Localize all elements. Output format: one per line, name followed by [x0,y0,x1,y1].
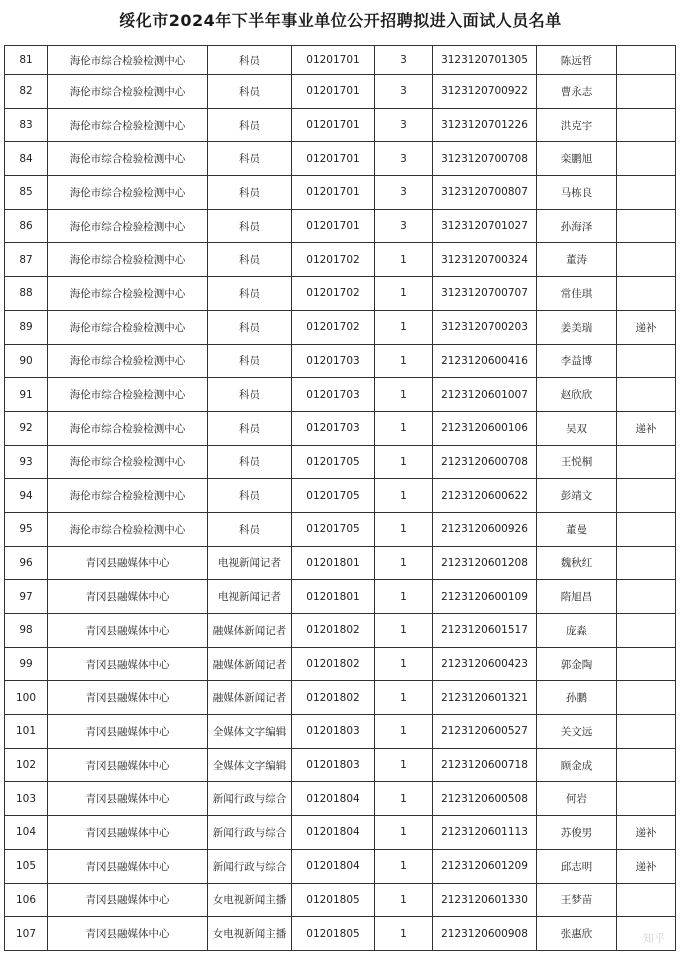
remark-cell [617,512,676,546]
row-index-cell: 106 [5,883,48,917]
hire-count-cell: 1 [375,917,433,951]
candidate-name-cell: 陈远哲 [537,46,617,75]
exam-number-cell: 2123120601321 [433,681,537,715]
exam-number-cell: 2123120600708 [433,445,537,479]
unit-name-cell: 海伦市综合检验检测中心 [48,108,208,142]
table-row [5,344,676,378]
position-name-cell: 科员 [208,176,292,210]
exam-number-cell: 2123120600908 [433,917,537,951]
unit-name-cell: 海伦市综合检验检测中心 [48,310,208,344]
position-code-cell: 01201802 [292,647,375,681]
unit-name-cell: 海伦市综合检验检测中心 [48,243,208,277]
candidate-name-cell: 邱志明 [537,849,617,883]
candidate-name-cell: 栾鹏旭 [537,142,617,176]
position-name-cell: 科员 [208,378,292,412]
position-code-cell: 01201701 [292,46,375,75]
hire-count-cell: 1 [375,546,433,580]
candidate-name-cell: 庞淼 [537,614,617,648]
hire-count-cell: 3 [375,108,433,142]
exam-number-cell: 3123120700324 [433,243,537,277]
candidate-name-cell: 吴双 [537,411,617,445]
position-code-cell: 01201703 [292,344,375,378]
candidate-name-cell: 董曼 [537,512,617,546]
remark-cell [617,715,676,749]
hire-count-cell: 1 [375,243,433,277]
row-index-cell: 98 [5,614,48,648]
unit-name-cell: 海伦市综合检验检测中心 [48,75,208,109]
table-row [5,849,676,883]
row-index-cell: 83 [5,108,48,142]
unit-name-cell: 青冈县融媒体中心 [48,546,208,580]
candidate-name-cell: 马栋良 [537,176,617,210]
hire-count-cell: 1 [375,782,433,816]
hire-count-cell: 3 [375,142,433,176]
row-index-cell: 86 [5,209,48,243]
table-row [5,310,676,344]
table-row [5,176,676,210]
hire-count-cell: 3 [375,46,433,75]
remark-cell [617,647,676,681]
row-index-cell: 85 [5,176,48,210]
table-row [5,580,676,614]
unit-name-cell: 海伦市综合检验检测中心 [48,512,208,546]
row-index-cell: 95 [5,512,48,546]
exam-number-cell: 2123120600416 [433,344,537,378]
remark-cell [617,883,676,917]
candidate-name-cell: 赵欣欣 [537,378,617,412]
table-row [5,142,676,176]
position-code-cell: 01201702 [292,243,375,277]
hire-count-cell: 1 [375,580,433,614]
candidate-name-cell: 姜美瑞 [537,310,617,344]
row-index-cell: 89 [5,310,48,344]
hire-count-cell: 1 [375,277,433,311]
candidate-name-cell: 洪克宇 [537,108,617,142]
position-name-cell: 新闻行政与综合 [208,849,292,883]
row-index-cell: 104 [5,816,48,850]
unit-name-cell: 海伦市综合检验检测中心 [48,209,208,243]
candidate-name-cell: 隋旭昌 [537,580,617,614]
candidate-name-cell: 彭靖文 [537,479,617,513]
remark-cell [617,917,676,951]
exam-number-cell: 2123120600926 [433,512,537,546]
remark-cell: 递补 [617,411,676,445]
table-row [5,445,676,479]
table-row [5,681,676,715]
page-title: 绥化市2024年下半年事业单位公开招聘拟进入面试人员名单 [119,11,562,30]
exam-number-cell: 3123120700922 [433,75,537,109]
position-name-cell: 科员 [208,479,292,513]
position-name-cell: 科员 [208,142,292,176]
table-body [5,46,676,951]
hire-count-cell: 1 [375,647,433,681]
table-row [5,209,676,243]
table-row [5,748,676,782]
position-code-cell: 01201705 [292,445,375,479]
exam-number-cell: 2123120601113 [433,816,537,850]
remark-cell [617,479,676,513]
row-index-cell: 105 [5,849,48,883]
exam-number-cell: 2123120600508 [433,782,537,816]
unit-name-cell: 海伦市综合检验检测中心 [48,378,208,412]
exam-number-cell: 2123120600106 [433,411,537,445]
unit-name-cell: 青冈县融媒体中心 [48,715,208,749]
exam-number-cell: 2123120601330 [433,883,537,917]
exam-number-cell: 2123120601208 [433,546,537,580]
unit-name-cell: 青冈县融媒体中心 [48,883,208,917]
remark-cell [617,748,676,782]
position-code-cell: 01201701 [292,108,375,142]
candidate-name-cell: 关文远 [537,715,617,749]
position-code-cell: 01201702 [292,310,375,344]
table-row [5,277,676,311]
table-row [5,647,676,681]
remark-cell [617,681,676,715]
hire-count-cell: 1 [375,681,433,715]
position-name-cell: 新闻行政与综合 [208,782,292,816]
remark-cell [617,108,676,142]
exam-number-cell: 2123120600527 [433,715,537,749]
position-code-cell: 01201701 [292,75,375,109]
table-row [5,378,676,412]
position-name-cell: 科员 [208,46,292,75]
candidate-name-cell: 何岩 [537,782,617,816]
candidate-name-cell: 苏俊男 [537,816,617,850]
candidate-name-cell: 董涛 [537,243,617,277]
unit-name-cell: 青冈县融媒体中心 [48,681,208,715]
unit-name-cell: 海伦市综合检验检测中心 [48,411,208,445]
exam-number-cell: 3123120700807 [433,176,537,210]
exam-number-cell: 2123120600718 [433,748,537,782]
row-index-cell: 90 [5,344,48,378]
table-row [5,816,676,850]
position-name-cell: 全媒体文字编辑 [208,748,292,782]
candidate-name-cell: 张惠欣 [537,917,617,951]
exam-number-cell: 3123120700708 [433,142,537,176]
row-index-cell: 92 [5,411,48,445]
candidate-name-cell: 孙鹏 [537,681,617,715]
hire-count-cell: 1 [375,512,433,546]
position-name-cell: 新闻行政与综合 [208,816,292,850]
remark-cell [617,580,676,614]
candidate-name-cell: 常佳琪 [537,277,617,311]
position-name-cell: 科员 [208,108,292,142]
position-name-cell: 全媒体文字编辑 [208,715,292,749]
unit-name-cell: 青冈县融媒体中心 [48,816,208,850]
remark-cell: 递补 [617,310,676,344]
unit-name-cell: 海伦市综合检验检测中心 [48,445,208,479]
hire-count-cell: 1 [375,445,433,479]
row-index-cell: 99 [5,647,48,681]
hire-count-cell: 1 [375,310,433,344]
row-index-cell: 94 [5,479,48,513]
remark-cell [617,344,676,378]
position-code-cell: 01201804 [292,782,375,816]
hire-count-cell: 1 [375,378,433,412]
position-code-cell: 01201804 [292,849,375,883]
position-name-cell: 科员 [208,243,292,277]
exam-number-cell: 2123120601209 [433,849,537,883]
row-index-cell: 91 [5,378,48,412]
exam-number-cell: 2123120601517 [433,614,537,648]
unit-name-cell: 青冈县融媒体中心 [48,849,208,883]
row-index-cell: 82 [5,75,48,109]
hire-count-cell: 1 [375,411,433,445]
table-row [5,479,676,513]
position-code-cell: 01201701 [292,142,375,176]
position-code-cell: 01201805 [292,883,375,917]
position-code-cell: 01201803 [292,715,375,749]
unit-name-cell: 海伦市综合检验检测中心 [48,176,208,210]
position-name-cell: 科员 [208,411,292,445]
position-name-cell: 科员 [208,310,292,344]
hire-count-cell: 1 [375,816,433,850]
hire-count-cell: 1 [375,614,433,648]
row-index-cell: 102 [5,748,48,782]
table-row [5,614,676,648]
remark-cell [617,546,676,580]
unit-name-cell: 青冈县融媒体中心 [48,614,208,648]
unit-name-cell: 青冈县融媒体中心 [48,748,208,782]
unit-name-cell: 海伦市综合检验检测中心 [48,344,208,378]
remark-cell [617,614,676,648]
table-row [5,46,676,75]
unit-name-cell: 青冈县融媒体中心 [48,782,208,816]
position-name-cell: 科员 [208,512,292,546]
exam-number-cell: 2123120600423 [433,647,537,681]
candidate-name-cell: 郭金陶 [537,647,617,681]
row-index-cell: 87 [5,243,48,277]
position-name-cell: 电视新闻记者 [208,546,292,580]
hire-count-cell: 1 [375,479,433,513]
row-index-cell: 96 [5,546,48,580]
table-row [5,512,676,546]
position-name-cell: 科员 [208,445,292,479]
position-code-cell: 01201802 [292,681,375,715]
hire-count-cell: 1 [375,715,433,749]
candidate-name-cell: 顾金成 [537,748,617,782]
position-name-cell: 电视新闻记者 [208,580,292,614]
table-row [5,546,676,580]
table-row [5,883,676,917]
position-name-cell: 女电视新闻主播 [208,883,292,917]
position-code-cell: 01201801 [292,546,375,580]
position-code-cell: 01201705 [292,512,375,546]
remark-cell [617,445,676,479]
unit-name-cell: 海伦市综合检验检测中心 [48,277,208,311]
position-code-cell: 01201702 [292,277,375,311]
position-name-cell: 科员 [208,75,292,109]
position-code-cell: 01201802 [292,614,375,648]
table-row [5,243,676,277]
position-name-cell: 融媒体新闻记者 [208,647,292,681]
position-code-cell: 01201803 [292,748,375,782]
position-code-cell: 01201705 [292,479,375,513]
table-row [5,782,676,816]
hire-count-cell: 1 [375,849,433,883]
position-name-cell: 科员 [208,344,292,378]
unit-name-cell: 青冈县融媒体中心 [48,580,208,614]
remark-cell [617,782,676,816]
row-index-cell: 100 [5,681,48,715]
unit-name-cell: 青冈县融媒体中心 [48,917,208,951]
remark-cell [617,209,676,243]
position-code-cell: 01201701 [292,176,375,210]
hire-count-cell: 3 [375,75,433,109]
watermark: 知乎 [643,932,665,945]
candidate-name-cell: 魏秋红 [537,546,617,580]
remark-cell [617,75,676,109]
table-row [5,715,676,749]
candidate-name-cell: 王梦苗 [537,883,617,917]
row-index-cell: 103 [5,782,48,816]
position-name-cell: 科员 [208,277,292,311]
row-index-cell: 101 [5,715,48,749]
row-index-cell: 81 [5,46,48,75]
remark-cell [617,243,676,277]
position-name-cell: 科员 [208,209,292,243]
exam-number-cell: 3123120701305 [433,46,537,75]
exam-number-cell: 2123120600622 [433,479,537,513]
remark-cell [617,46,676,75]
unit-name-cell: 海伦市综合检验检测中心 [48,479,208,513]
table-row [5,411,676,445]
exam-number-cell: 3123120700707 [433,277,537,311]
candidate-name-cell: 李益博 [537,344,617,378]
position-code-cell: 01201703 [292,378,375,412]
position-name-cell: 女电视新闻主播 [208,917,292,951]
position-code-cell: 01201804 [292,816,375,850]
row-index-cell: 107 [5,917,48,951]
table-row [5,917,676,951]
position-code-cell: 01201805 [292,917,375,951]
exam-number-cell: 3123120700203 [433,310,537,344]
row-index-cell: 84 [5,142,48,176]
row-index-cell: 88 [5,277,48,311]
remark-cell: 递补 [617,816,676,850]
candidate-name-cell: 孙海泽 [537,209,617,243]
position-code-cell: 01201701 [292,209,375,243]
position-name-cell: 融媒体新闻记者 [208,681,292,715]
table-row [5,75,676,109]
table-row [5,108,676,142]
hire-count-cell: 1 [375,748,433,782]
unit-name-cell: 海伦市综合检验检测中心 [48,142,208,176]
unit-name-cell: 海伦市综合检验检测中心 [48,46,208,75]
candidate-name-cell: 王悦桐 [537,445,617,479]
exam-number-cell: 2123120600109 [433,580,537,614]
remark-cell [617,277,676,311]
exam-number-cell: 2123120601007 [433,378,537,412]
position-name-cell: 融媒体新闻记者 [208,614,292,648]
position-code-cell: 01201703 [292,411,375,445]
candidate-table [4,45,676,951]
remark-cell: 递补 [617,849,676,883]
position-code-cell: 01201801 [292,580,375,614]
remark-cell [617,142,676,176]
hire-count-cell: 3 [375,209,433,243]
row-index-cell: 93 [5,445,48,479]
hire-count-cell: 1 [375,344,433,378]
unit-name-cell: 青冈县融媒体中心 [48,647,208,681]
row-index-cell: 97 [5,580,48,614]
remark-cell [617,378,676,412]
exam-number-cell: 3123120701226 [433,108,537,142]
hire-count-cell: 3 [375,176,433,210]
exam-number-cell: 3123120701027 [433,209,537,243]
hire-count-cell: 1 [375,883,433,917]
remark-cell [617,176,676,210]
candidate-name-cell: 曹永志 [537,75,617,109]
